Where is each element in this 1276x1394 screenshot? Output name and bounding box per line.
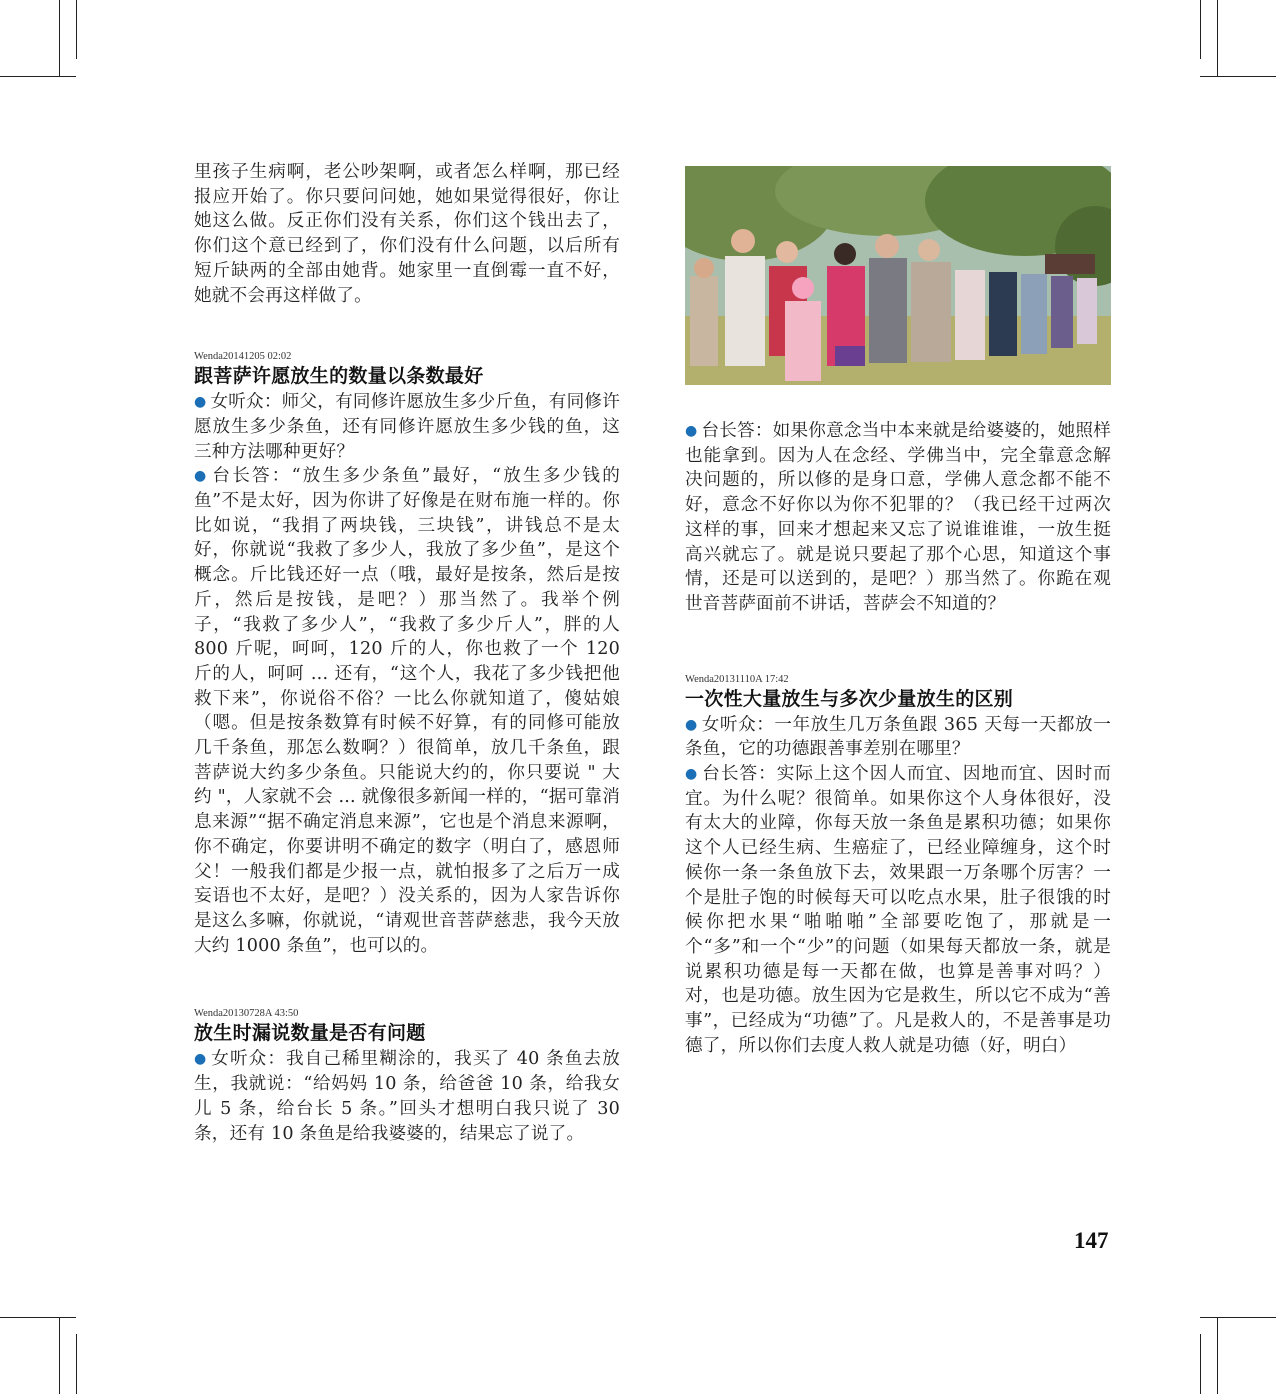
photo-crowd-outdoors xyxy=(685,166,1111,385)
bullet-icon: ● xyxy=(685,716,698,733)
answer-paragraph: ● 台长答：如果你意念当中本来就是给婆婆的，她照样也能拿到。因为人在念经、学佛当中，完全靠意念解决问题的，所以修的是身口意，学佛人意念都不能不好，意念不好你以为你不犯罪的？（我已经干过两次这样的事，回来才想起来又忘了说谁谁谁，一放生挺高兴就忘了。就是说只要起了那个心思，知道这个事情，还是可以送到的，是吧？）那当然了。你跪在观世音菩萨面前不讲话，菩萨会不知道的？ xyxy=(685,421,1111,614)
photo-illustration xyxy=(685,166,1111,385)
page-number: 147 xyxy=(1074,1228,1109,1253)
section-forgot-count xyxy=(194,1007,620,1146)
section-bulk-vs-daily xyxy=(685,673,1111,1059)
section-meta: Wenda20131110A 17:42 xyxy=(685,673,789,685)
question-paragraph: ● 女听众：我自己稀里糊涂的，我买了 40 条鱼去放生，我就说：“给妈妈 10 条，给爸爸 10 条，给我女儿 5 条，给台长 5 条。”回头才想明白我只说了 30 条，还有 10 条鱼是给我婆婆的，结果忘了说了。 xyxy=(194,1049,620,1144)
section-title: 放生时漏说数量是否有问题 xyxy=(194,1022,426,1045)
continued-paragraph: 里孩子生病啊，老公吵架啊，或者怎么样啊，那已经报应开始了。你只要问问她，她如果觉得很好，你让她这么做。反正你们没有关系，你们这个钱出去了，你们这个意已经到了，你们没有什么问题，以后所有短斤缺两的全部由她背。她家里一直倒霉一直不好，她就不会再这样做了。 xyxy=(194,162,620,306)
section-title: 跟菩萨许愿放生的数量以条数最好 xyxy=(194,365,484,388)
right-column xyxy=(685,166,1111,1058)
bullet-icon: ● xyxy=(685,766,699,783)
left-column xyxy=(194,160,620,1146)
bullet-icon: ● xyxy=(194,1051,208,1068)
question-paragraph: ● 女听众：一年放生几万条鱼跟 365 天每一天都放一条鱼，它的功德跟善事差别在哪里？ xyxy=(685,714,1111,760)
bullet-icon: ● xyxy=(194,394,207,411)
answer-paragraph: ● 台长答：实际上这个因人而宜、因地而宜、因时而宜。为什么呢？很简单。如果你这个人身体很好，没有太大的业障，你每天放一条鱼是累积功德；如果你这个人已经生病、生癌症了，已经业障缠身，这个时候你一条一条鱼放下去，效果跟一万条哪个厉害？一个是肚子饱的时候每天可以吃点水果，肚子很饿的时候你把水果“啪啪啪”全部要吃饱了，那就是一个“多”和一个“少”的问题（如果每天都放一条，就是说累积功德是每一天都在做，也算是善事对吗？）对，也是功德。放生因为它是救生，所以它不成为“善事”，已经成为“功德”了。凡是救人的，不是善事是功德了，所以你们去度人救人就是功德（好，明白） xyxy=(685,764,1112,1056)
question-paragraph: ● 女听众：师父，有同修许愿放生多少斤鱼，有同修许愿放生多少条鱼，还有同修许愿放生多少钱的鱼，这三种方法哪种更好？ xyxy=(194,392,620,462)
section-release-count xyxy=(194,350,620,958)
answer-paragraph: ● 台长答：“放生多少条鱼”最好，“放生多少钱的鱼”不是太好，因为你讲了好像是在财布施一样的。你比如说，“我捐了两块钱，三块钱”，讲钱总不是太好，你就说“我救了多少人，我放了多少鱼”，是这个概念。斤比钱还好一点（哦，最好是按条，然后是按斤，然后是按钱，是吧？）那当然了。我举个例子，“我救了多少人”，“我救了多少斤人”，胖的人 800 斤呢，呵呵，120 斤的人，你也救了一个 120 斤的人，呵呵 ... 还有，“这个人，我花了多少钱把他救下来”，你说俗不俗？一比么你就知道了，傻姑娘（嗯。但是按条数算有时候不好算，有的同修可能放几千条鱼，那怎么数啊？）很简单，放几千条鱼，跟菩萨说大约多少条鱼。只能说大约的，你只要说 " 大约 "，人家就不会 ... 就像很多新闻一样的，“据可靠消息来源”“据不确定消息来源”，它也是个消息来源啊，你不确定，你要讲明不确定的数字（明白了，感恩师父！一般我们都是少报一点，就怕报多了之后万一成妄语也不太好，是吧？）没关系的，因为人家告诉你是这么多嘛，你就说，“请观世音菩萨慈悲，我今天放大约 1000 条鱼”，也可以的。 xyxy=(194,466,620,956)
section-meta: Wenda20141205 02:02 xyxy=(194,351,292,363)
bullet-icon: ● xyxy=(194,468,209,485)
section-forgot-count-answer xyxy=(685,419,1111,617)
section-title: 一次性大量放生与多次少量放生的区别 xyxy=(685,687,1014,710)
section-meta: Wenda20130728A 43:50 xyxy=(194,1008,299,1020)
bullet-icon: ● xyxy=(685,423,698,439)
